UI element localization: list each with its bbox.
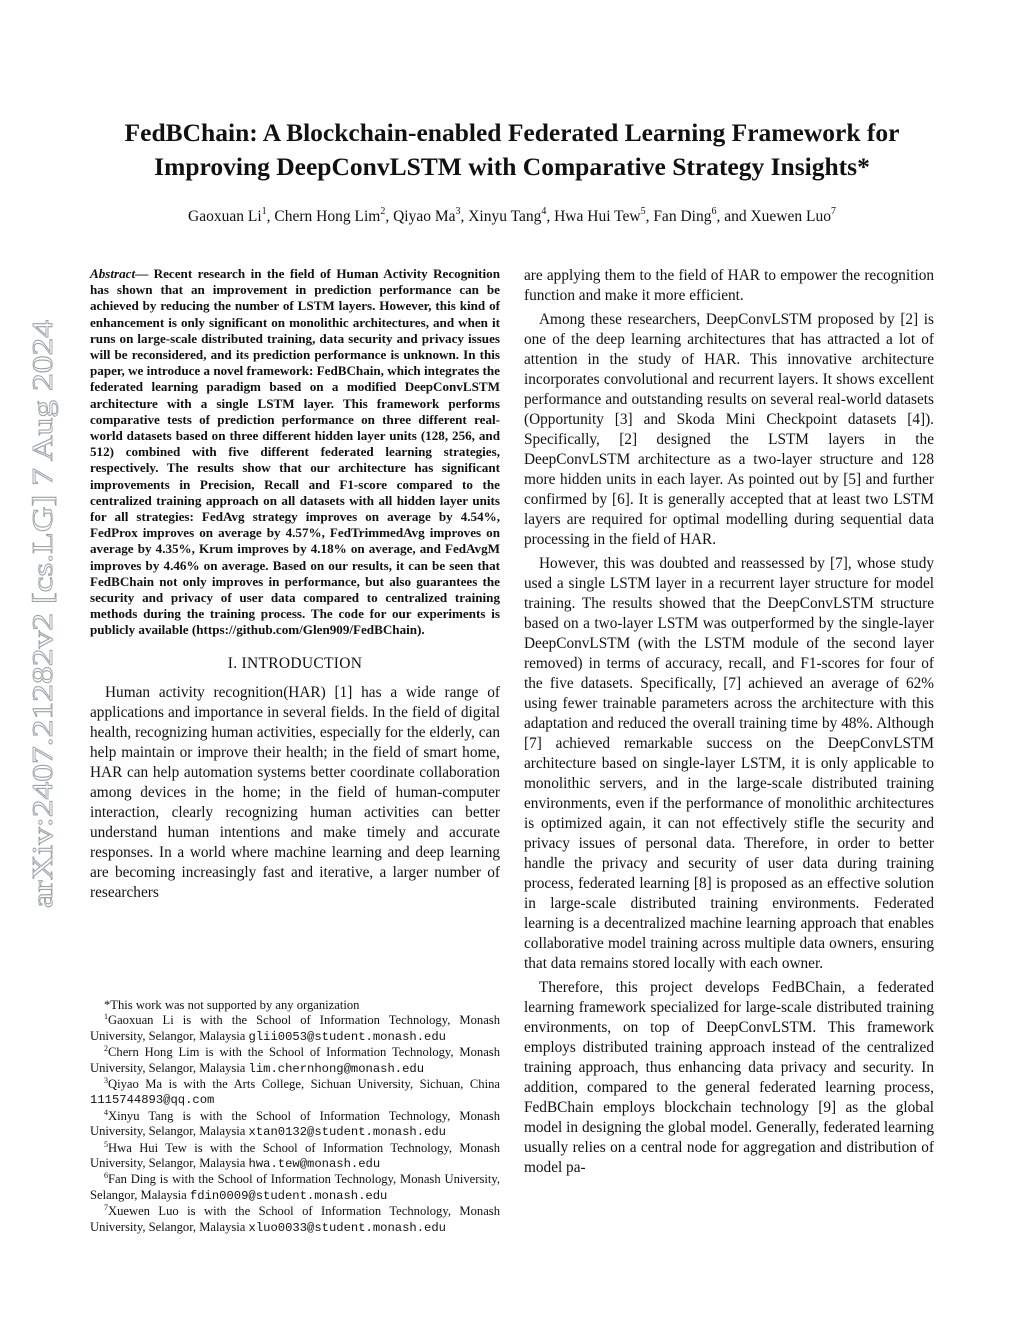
author-list [60,208,964,226]
footnote [90,1141,500,1173]
right-paragraph: Therefore, this project develops FedBChain, a federated learning framework specialized for large-scale distributed training environments, on top of DeepConvLSTM. This framework employs distributed training approach instead of the centralized training approach, thus enhancing data privacy and security. In addition, compared to the general federated learning process, FedBChain employs blockchain technology [9] as the global model in designing the global model. Generally, federated learning usually relies on a central node for aggregation and distribution of model pa- [524,979,934,1176]
footnote-email: lim.chernhong@monash.edu [248,1061,425,1076]
author-separator: , [645,208,654,225]
footnote-text: Xinyu Tang is with the School of Information Technology, Monash University, Selangor, Malaysia [90,1108,500,1139]
author-separator: , [460,208,469,225]
footnote [90,1204,500,1236]
arxiv-stamp [8,300,68,920]
title-line-1: FedBChain: A Blockchain-enabled Federated Learning Framework for [124,118,900,147]
footnote-email: xluo0033@student.monash.edu [248,1220,447,1235]
footnote-email: fdin0009@student.monash.edu [189,1188,388,1203]
abstract-text: — Recent research in the field of Human Activity Recognition has shown that an improvement in prediction performance can be achieved by reducing the number of LSTM layers. However, this kind of enhancement is only significant on monolithic architectures, and when it runs on large-scale distributed training, data security and privacy issues will be reconsidered, and its prediction performance is unknown. In this paper, we introduce a novel framework: FedBChain, which integrates the federated learning paradigm based on a modified DeepConvLSTM architecture with a single LSTM layer. This framework performs comparative tests of prediction performance on three different real-world datasets based on three different hidden layer units (128, 256, and 512) combined with five different federated learning strategies, respectively. The results show that our architecture has significant improvements in Precision, Recall and F1-score compared to the centralized training approach on all datasets with all hidden layer units for all strategies: FedAvg strategy improves on average by 4.54%, FedProx improves on average by 4.57%, FedTrimmedAvg improves on average by 4.35%, Krum improves by 4.18% on average, and FedAvgM improves by 4.46% on average. Based on our results, it can be seen that FedBChain not only improves in performance, but also guarantees the security and privacy of user data compared to centralized training methods during the training process. The code for our experiments is publicly available (https://github.com/Glen909/FedBChain). [90,266,500,638]
footnote-mark: 7 [104,1203,108,1213]
author-name: Chern Hong Lim [274,208,381,225]
footnote-text: Chern Hong Lim is with the School of Information Technology, Monash University, Selangor, Malaysia [90,1045,500,1075]
footnote-email: glii0053@student.monash.edu [248,1029,447,1044]
right-paragraph: Among these researchers, DeepConvLSTM proposed by [2] is one of the deep learning architectures that has attracted a lot of attention in the study of HAR. This innovative architecture incorporates convolutional and recurrent layers. It shows excellent performance and outstanding results on several real-world datasets (Opportunity [3] and Skoda Mini Checkpoint datasets [4]). Specifically, [2] designed the LSTM layers in the DeepConvLSTM architecture as a two-layer structure and 128 more hidden units in each layer. As pointed out by [5] and further confirmed by [6]. It is generally accepted that at least two LSTM layers are required for optimal modelling during sequential data processing in the field of HAR. [524,311,934,548]
author-affiliation-mark: 6 [711,206,717,217]
footnote-mark: 5 [104,1139,108,1149]
right-column [524,266,934,1182]
author-separator: , [266,208,275,225]
author-name: Fan Ding [653,208,712,225]
arxiv-id: arXiv:2407.21282v2 [cs.LG] 7 Aug 2024 [28,444,59,908]
intro-paragraph: Human activity recognition(HAR) [1] has a wide range of applications and importance in several fields. In the field of digital health, recognizing human activities, especially for the elderly, can help maintain or improve their health; in the field of smart home, HAR can help automation systems better coordinate collaboration among devices in the home; in the field of human-computer interaction, clearly recognizing human activities can better understand human intentions and make timely and accurate responses. In a world where machine learning and deep learning are becoming increasingly fast and iterative, a larger number of researchers [90,683,500,901]
author-affiliation-mark: 5 [640,206,646,217]
abstract [90,266,500,639]
right-paragraph: are applying them to the field of HAR to empower the recognition function and make it more efficient. [524,267,934,304]
footnote-star: *This work was not supported by any organization [104,998,360,1012]
right-paragraph: However, this was doubted and reassessed by [7], whose study used a single LSTM layer in a recurrent layer structure for model training. The results showed that the DeepConvLSTM structure based on a two-layer LSTM was outperformed by the single-layer DeepConvLSTM (with the LSTM module of the second layer removed) in terms of accuracy, recall, and F1-scores for four of the five datasets. Specifically, [7] achieved an average of 62% using fewer trainable parameters across the architecture with this adaptation and reduced the overall training time by 48%. Although [7] achieved remarkable success on the DeepConvLSTM architecture based on single-layer LSTM, it is only applicable to monolithic servers, and in the large-scale distributed training environments, even if the performance of monolithic architectures is optimized again, it can not effectively stifle the security and privacy issues of personal data. Therefore, in order to better handle the privacy and security of user data during training process, federated learning [8] is proposed as an effective solution in large-scale distributed training environments. Federated learning is a decentralized machine learning approach that enables collaborative model training across multiple data owners, ensuring that data remains stored locally with each owner. [524,555,934,972]
author-affiliation-mark: 2 [380,206,386,217]
footnote-mark: 4 [104,1107,108,1117]
author-name: Qiyao Ma [393,208,456,225]
section-heading: I. INTRODUCTION [227,654,363,672]
footnote [90,1013,500,1045]
author-affiliation-mark: 4 [541,206,547,217]
footnote-text: Fan Ding is with the School of Information Technology, Monash University, Selangor, Malaysia [90,1172,500,1202]
author-name: Xinyu Tang [468,208,542,225]
footnote-mark: 6 [104,1171,108,1181]
author-affiliation-mark: 7 [830,206,836,217]
title-line-2: Improving DeepConvLSTM with Comparative Strategy Insights* [154,152,870,181]
footnote-text: Hwa Hui Tew is with the School of Information Technology, Monash University, Selangor, Malaysia [90,1140,500,1171]
footnote-text: Gaoxuan Li is with the School of Information Technology, Monash University, Selangor, Malaysia [90,1013,500,1043]
footnote [90,1045,500,1077]
footnote [90,1077,500,1109]
author-separator: , and [716,208,751,225]
abstract-label: Abstract [90,266,136,281]
footnote-text: Qiyao Ma is with the Arts College, Sichuan University, Sichuan, China [108,1077,500,1092]
footnote-email: 1115744893@qq.com [90,1093,215,1108]
author-separator: , [385,208,394,225]
author-separator: , [546,208,555,225]
footnote-mark: 2 [104,1044,108,1054]
footnote-mark: 1 [104,1012,108,1022]
left-column [90,266,500,903]
author-name: Xuewen Luo [750,208,831,225]
footnote [90,1172,500,1204]
author-affiliation-mark: 1 [261,206,267,217]
author-name: Gaoxuan Li [188,208,262,225]
footnote-text: Xuewen Luo is with the School of Information Technology, Monash University, Selangor, Malaysia [90,1204,500,1234]
paper-title [60,116,964,184]
author-name: Hwa Hui Tew [554,208,641,225]
footnotes [90,998,500,1236]
footnote-email: hwa.tew@monash.edu [248,1157,381,1172]
footnote [90,1109,500,1141]
footnote-email: xtan0132@student.monash.edu [248,1125,447,1140]
footnote-mark: 3 [104,1076,108,1086]
author-affiliation-mark: 3 [455,206,461,217]
